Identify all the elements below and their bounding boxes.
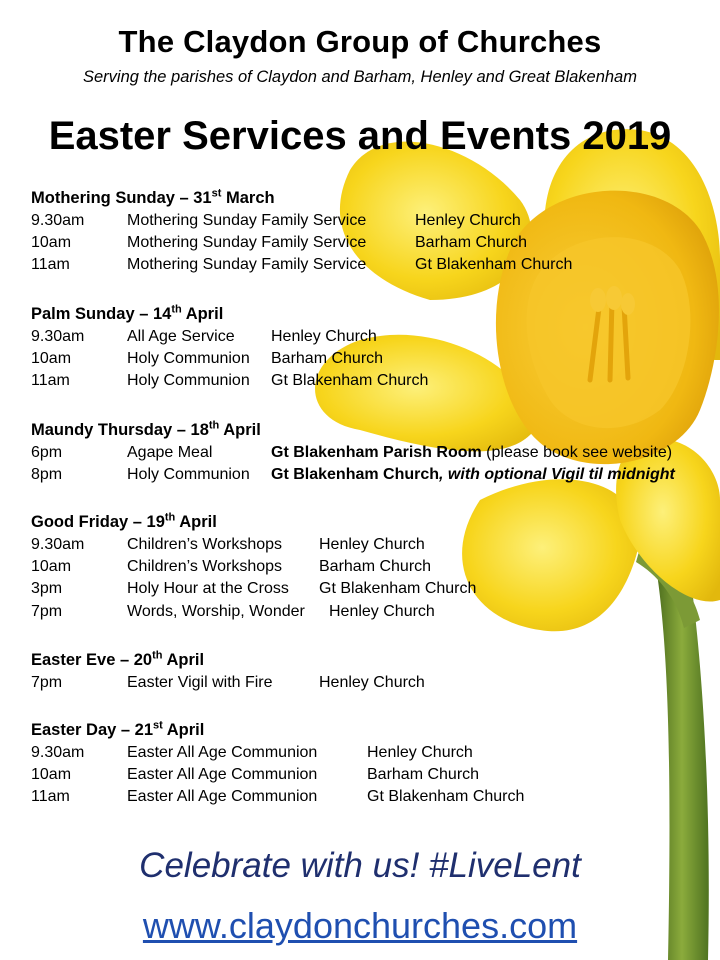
- website-link[interactable]: www.claydonchurches.com: [142, 905, 578, 946]
- service-place: Henley Church: [329, 602, 435, 620]
- service-place: Henley Church: [367, 744, 473, 761]
- service-time: 9.30am: [31, 744, 85, 761]
- heading-text: Easter Eve – 20: [31, 651, 153, 669]
- section-palm-sunday: [31, 302, 701, 393]
- list-item: [31, 742, 701, 764]
- service-name: Mothering Sunday Family Service: [127, 212, 367, 229]
- service-time: 8pm: [31, 466, 63, 484]
- place-bold: Gt Blakenham Church: [271, 466, 440, 484]
- service-name: Mothering Sunday Family Service: [127, 234, 367, 252]
- heading-text: Good Friday – 19: [31, 513, 165, 531]
- heading-suffix: th: [208, 419, 220, 432]
- section-heading: [31, 718, 701, 742]
- service-time: 11am: [31, 256, 70, 274]
- service-place: Henley Church: [271, 328, 377, 345]
- service-name: All Age Service: [127, 328, 235, 345]
- service-time: 6pm: [31, 444, 63, 461]
- heading-suffix: th: [152, 649, 163, 662]
- service-name: Children’s Workshops: [127, 558, 283, 576]
- service-place: Henley Church: [319, 674, 425, 691]
- heading-text: Mothering Sunday – 31: [31, 189, 212, 207]
- section-heading: [31, 302, 701, 326]
- service-name: Agape Meal: [127, 444, 213, 461]
- service-time: 10am: [31, 766, 72, 784]
- service-place: Gt Blakenham Church: [271, 372, 429, 390]
- section-heading: [31, 186, 701, 210]
- heading-text: Palm Sunday – 14: [31, 305, 172, 323]
- heading-month: April: [219, 421, 261, 439]
- heading-month: April: [162, 651, 205, 669]
- list-item: [31, 232, 701, 254]
- service-time: 9.30am: [31, 212, 85, 229]
- service-time: 7pm: [31, 602, 63, 620]
- service-place: Barham Church: [271, 350, 384, 368]
- place-bold: Gt Blakenham Parish Room: [271, 444, 482, 461]
- org-title: The Claydon Group of Churches: [118, 24, 602, 59]
- heading-month: April: [175, 513, 217, 531]
- place-note: , with optional Vigil til midnight: [439, 466, 675, 484]
- list-item: [31, 786, 701, 808]
- heading-suffix: st: [211, 187, 222, 200]
- service-name: Easter All Age Communion: [127, 766, 318, 784]
- list-item: [31, 578, 701, 600]
- service-name: Holy Communion: [127, 466, 250, 484]
- service-name: Words, Worship, Wonder: [127, 602, 305, 620]
- service-name: Holy Communion: [127, 372, 250, 390]
- heading-text: Maundy Thursday – 18: [31, 421, 209, 439]
- list-item: [31, 534, 701, 556]
- heading-month: April: [181, 305, 224, 323]
- service-place: Gt Blakenham Church: [319, 580, 477, 598]
- service-place: Barham Church: [367, 766, 480, 784]
- subtitle: Serving the parishes of Claydon and Barham, Henley and Great Blakenham: [83, 68, 637, 86]
- celebrate-tagline: Celebrate with us! #LiveLent: [139, 846, 581, 885]
- service-name: Easter All Age Communion: [127, 788, 318, 806]
- service-time: 7pm: [31, 674, 63, 691]
- service-name: Mothering Sunday Family Service: [127, 256, 367, 274]
- section-heading: [31, 510, 701, 534]
- service-time: 11am: [31, 788, 70, 806]
- section-heading: [31, 418, 701, 442]
- service-place: Gt Blakenham Church: [415, 256, 573, 274]
- list-item: [31, 326, 701, 348]
- service-time: 10am: [31, 234, 72, 252]
- service-time: 9.30am: [31, 536, 85, 553]
- service-place: Gt Blakenham Church: [367, 788, 525, 806]
- place-note: (please book see website): [481, 444, 673, 461]
- heading-suffix: th: [164, 511, 176, 524]
- service-place: Henley Church: [415, 212, 521, 229]
- service-name: Holy Communion: [127, 350, 250, 368]
- service-name: Holy Hour at the Cross: [127, 580, 289, 598]
- heading-suffix: th: [171, 303, 182, 316]
- heading-text: Easter Day – 21: [31, 721, 154, 739]
- list-item: [31, 254, 701, 276]
- service-time: 9.30am: [31, 328, 85, 345]
- service-time: 11am: [31, 372, 70, 390]
- service-time: 3pm: [31, 580, 63, 598]
- service-name: Children’s Workshops: [127, 536, 283, 553]
- list-item: [31, 764, 701, 786]
- heading-month: April: [162, 721, 205, 739]
- list-item: [31, 464, 701, 486]
- list-item: [31, 442, 701, 464]
- list-item: [31, 601, 701, 623]
- list-item: [31, 370, 701, 392]
- section-good-friday: [31, 510, 701, 623]
- section-maundy-thursday: [31, 418, 701, 486]
- section-mothering-sunday: [31, 186, 701, 277]
- service-place: Barham Church: [319, 558, 432, 576]
- list-item: [31, 672, 701, 694]
- main-title: Easter Services and Events 2019: [48, 114, 672, 158]
- heading-month: March: [221, 189, 275, 207]
- section-heading: [31, 648, 701, 672]
- service-name: Easter Vigil with Fire: [127, 674, 273, 691]
- service-place: [271, 464, 675, 486]
- service-place: [271, 442, 672, 464]
- section-easter-eve: [31, 648, 701, 694]
- service-time: 10am: [31, 558, 72, 576]
- service-place: Henley Church: [319, 536, 425, 553]
- service-name: Easter All Age Communion: [127, 744, 318, 761]
- list-item: [31, 348, 701, 370]
- list-item: [31, 210, 701, 232]
- heading-suffix: st: [153, 719, 163, 732]
- service-time: 10am: [31, 350, 72, 368]
- service-place: Barham Church: [415, 234, 528, 252]
- section-easter-day: [31, 718, 701, 809]
- list-item: [31, 556, 701, 578]
